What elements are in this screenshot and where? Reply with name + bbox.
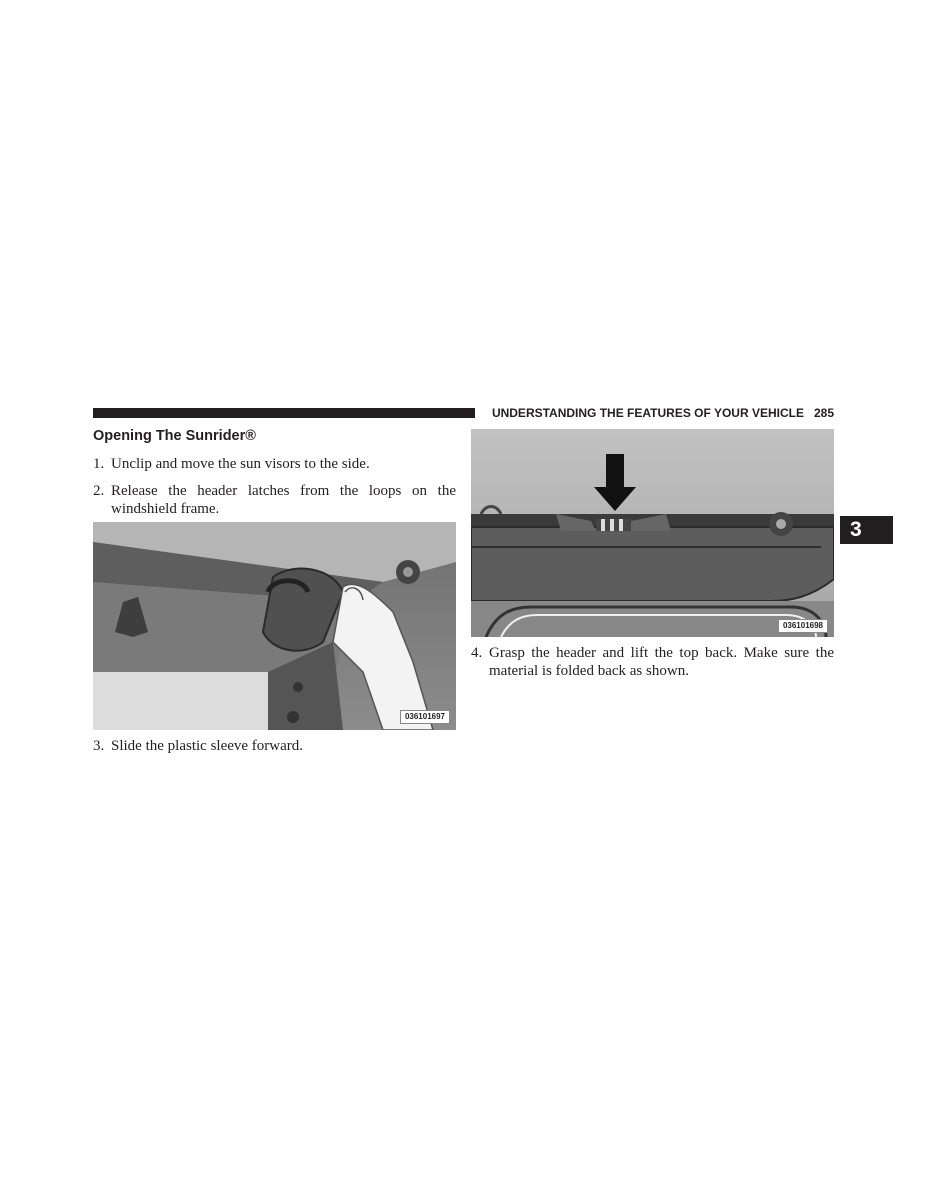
step-number: 4. [471,645,483,661]
page-number: 285 [813,406,834,420]
step-text: Release the header latches from the loops on the windshield frame. [111,483,456,517]
step-text: Grasp the header and lift the top back. Make sure the material is folded back as shown. [489,645,834,679]
header-rule [93,408,475,418]
chapter-tab [840,516,893,544]
step-text: Unclip and move the sun visors to the side. [111,456,370,472]
step-number: 2. [93,483,105,499]
header-illustration [471,429,834,637]
step-4 [471,644,834,680]
step-2 [93,482,456,518]
step-1 [93,455,456,473]
section-title: Opening The Sunrider® [93,428,256,444]
latch-illustration [93,522,456,730]
figure-code: 036101697 [400,710,450,724]
figure-header-latch [93,522,456,730]
step-3 [93,737,456,755]
step-number: 1. [93,456,105,472]
step-text: Slide the plastic sleeve forward. [111,738,304,754]
step-number: 3. [93,738,105,754]
running-head [482,405,834,421]
figure-header-lift [471,429,834,637]
chapter-number: 3 [850,518,862,541]
running-head-title: UNDERSTANDING THE FEATURES OF YOUR VEHICLE [491,406,804,420]
figure-code: 036101698 [778,619,828,633]
